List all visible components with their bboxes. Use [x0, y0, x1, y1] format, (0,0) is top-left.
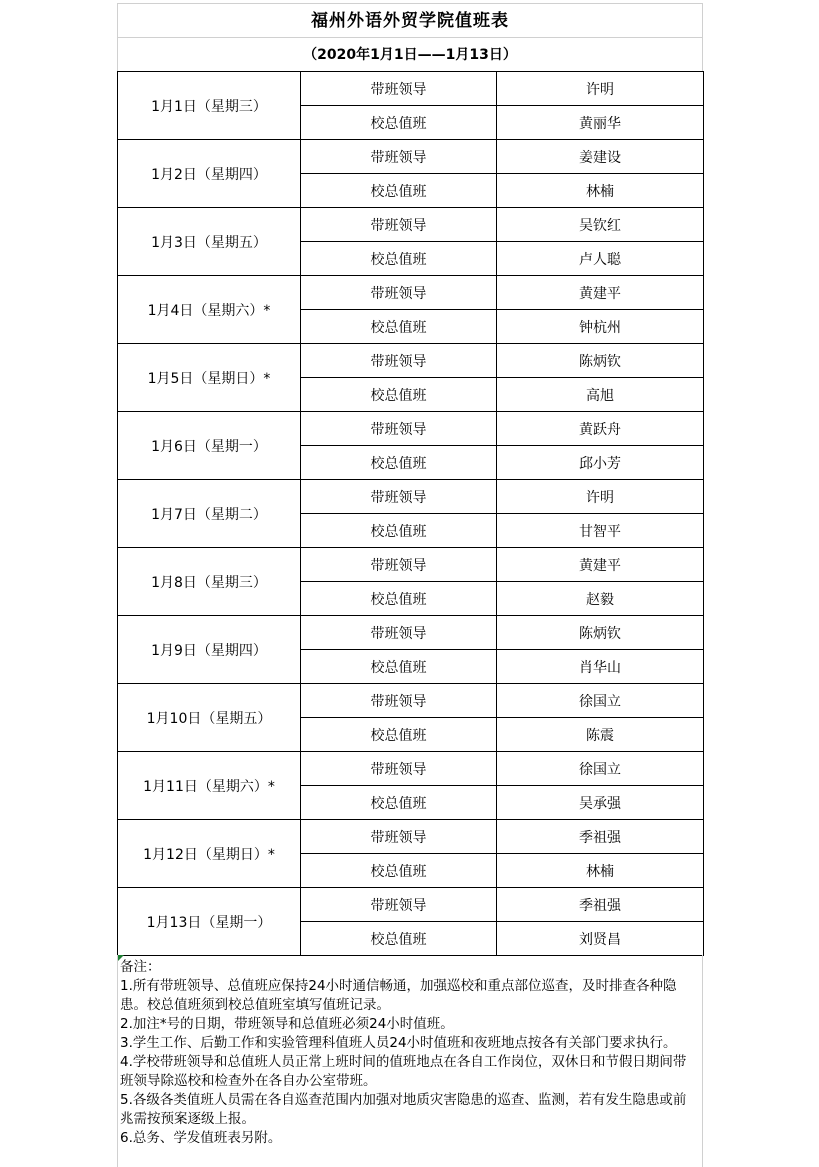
role-cell-leader: 带班领导: [301, 752, 497, 786]
date-cell: 1月10日（星期五）: [118, 684, 301, 752]
leader-name-cell: 季祖强: [497, 888, 704, 922]
leader-name-cell: 陈炳钦: [497, 344, 704, 378]
note-item: 6.总务、学发值班表另附。: [120, 1130, 282, 1146]
duty-name-cell: 陈震: [497, 718, 704, 752]
role-cell-duty: 校总值班: [301, 310, 497, 344]
table-row: [118, 480, 704, 514]
role-cell-leader: 带班领导: [301, 412, 497, 446]
table-row: [118, 820, 704, 854]
table-row: [118, 208, 704, 242]
role-cell-leader: 带班领导: [301, 616, 497, 650]
note-item: 3.学生工作、后勤工作和实验管理科值班人员24小时值班和夜班地点按各有关部门要求执行。: [120, 1035, 677, 1051]
duty-name-cell: 黄丽华: [497, 106, 704, 140]
role-cell-leader: 带班领导: [301, 72, 497, 106]
date-cell: 1月6日（星期一）: [118, 412, 301, 480]
role-cell-duty: 校总值班: [301, 786, 497, 820]
table-row: [118, 684, 704, 718]
date-cell: 1月1日（星期三）: [118, 72, 301, 140]
role-cell-duty: 校总值班: [301, 582, 497, 616]
date-cell: 1月12日（星期日）*: [118, 820, 301, 888]
role-cell-duty: 校总值班: [301, 174, 497, 208]
date-cell: 1月2日（星期四）: [118, 140, 301, 208]
date-cell: 1月5日（星期日）*: [118, 344, 301, 412]
leader-name-cell: 黄建平: [497, 276, 704, 310]
date-cell: 1月7日（星期二）: [118, 480, 301, 548]
duty-name-cell: 赵毅: [497, 582, 704, 616]
notes-heading: 备注：: [120, 959, 161, 975]
note-item: 5.各级各类值班人员需在各自巡查范围内加强对地质灾害隐患的巡查、监测，若有发生隐患或前兆需按预案逐级上报。: [120, 1092, 687, 1127]
role-cell-leader: 带班领导: [301, 140, 497, 174]
role-cell-duty: 校总值班: [301, 650, 497, 684]
cell-comment-marker-icon: [118, 955, 124, 961]
table-row: [118, 548, 704, 582]
role-cell-leader: 带班领导: [301, 480, 497, 514]
date-range-subtitle: （2020年1月1日——1月13日）: [117, 37, 703, 71]
duty-name-cell: 钟杭州: [497, 310, 704, 344]
role-cell-duty: 校总值班: [301, 718, 497, 752]
role-cell-leader: 带班领导: [301, 888, 497, 922]
duty-name-cell: 卢人聪: [497, 242, 704, 276]
role-cell-duty: 校总值班: [301, 242, 497, 276]
note-item: 1.所有带班领导、总值班应保持24小时通信畅通，加强巡校和重点部位巡查，及时排查各种隐患。校总值班须到校总值班室填写值班记录。: [120, 978, 677, 1013]
note-item: 2.加注*号的日期，带班领导和总值班必须24小时值班。: [120, 1016, 454, 1032]
leader-name-cell: 姜建设: [497, 140, 704, 174]
role-cell-leader: 带班领导: [301, 820, 497, 854]
role-cell-leader: 带班领导: [301, 208, 497, 242]
role-cell-duty: 校总值班: [301, 106, 497, 140]
date-cell: 1月4日（星期六）*: [118, 276, 301, 344]
table-row: [118, 616, 704, 650]
date-cell: 1月13日（星期一）: [118, 888, 301, 956]
note-item: 4.学校带班领导和总值班人员正常上班时间的值班地点在各自工作岗位，双休日和节假日期间带班领导除巡校和检查外在各自办公室带班。: [120, 1054, 687, 1089]
table-row: [118, 276, 704, 310]
date-cell: 1月11日（星期六）*: [118, 752, 301, 820]
role-cell-leader: 带班领导: [301, 684, 497, 718]
table-row: [118, 72, 704, 106]
duty-name-cell: 吴承强: [497, 786, 704, 820]
leader-name-cell: 许明: [497, 480, 704, 514]
leader-name-cell: 徐国立: [497, 752, 704, 786]
role-cell-duty: 校总值班: [301, 514, 497, 548]
duty-schedule-sheet: [117, 3, 703, 956]
duty-name-cell: 高旭: [497, 378, 704, 412]
leader-name-cell: 黄建平: [497, 548, 704, 582]
role-cell-leader: 带班领导: [301, 344, 497, 378]
leader-name-cell: 吴钦红: [497, 208, 704, 242]
leader-name-cell: 陈炳钦: [497, 616, 704, 650]
role-cell-duty: 校总值班: [301, 446, 497, 480]
leader-name-cell: 徐国立: [497, 684, 704, 718]
duty-name-cell: 邱小芳: [497, 446, 704, 480]
duty-table: [117, 71, 704, 956]
leader-name-cell: 许明: [497, 72, 704, 106]
table-row: [118, 344, 704, 378]
date-cell: 1月3日（星期五）: [118, 208, 301, 276]
leader-name-cell: 季祖强: [497, 820, 704, 854]
date-cell: 1月8日（星期三）: [118, 548, 301, 616]
duty-name-cell: 刘贤昌: [497, 922, 704, 956]
duty-name-cell: 肖华山: [497, 650, 704, 684]
duty-name-cell: 林楠: [497, 854, 704, 888]
duty-name-cell: 甘智平: [497, 514, 704, 548]
table-row: [118, 140, 704, 174]
role-cell-leader: 带班领导: [301, 276, 497, 310]
role-cell-leader: 带班领导: [301, 548, 497, 582]
duty-name-cell: 林楠: [497, 174, 704, 208]
table-row: [118, 752, 704, 786]
role-cell-duty: 校总值班: [301, 922, 497, 956]
role-cell-duty: 校总值班: [301, 378, 497, 412]
table-row: [118, 888, 704, 922]
date-cell: 1月9日（星期四）: [118, 616, 301, 684]
notes-section: [117, 955, 703, 1167]
leader-name-cell: 黄跃舟: [497, 412, 704, 446]
page-title: 福州外语外贸学院值班表: [117, 3, 703, 37]
role-cell-duty: 校总值班: [301, 854, 497, 888]
table-row: [118, 412, 704, 446]
